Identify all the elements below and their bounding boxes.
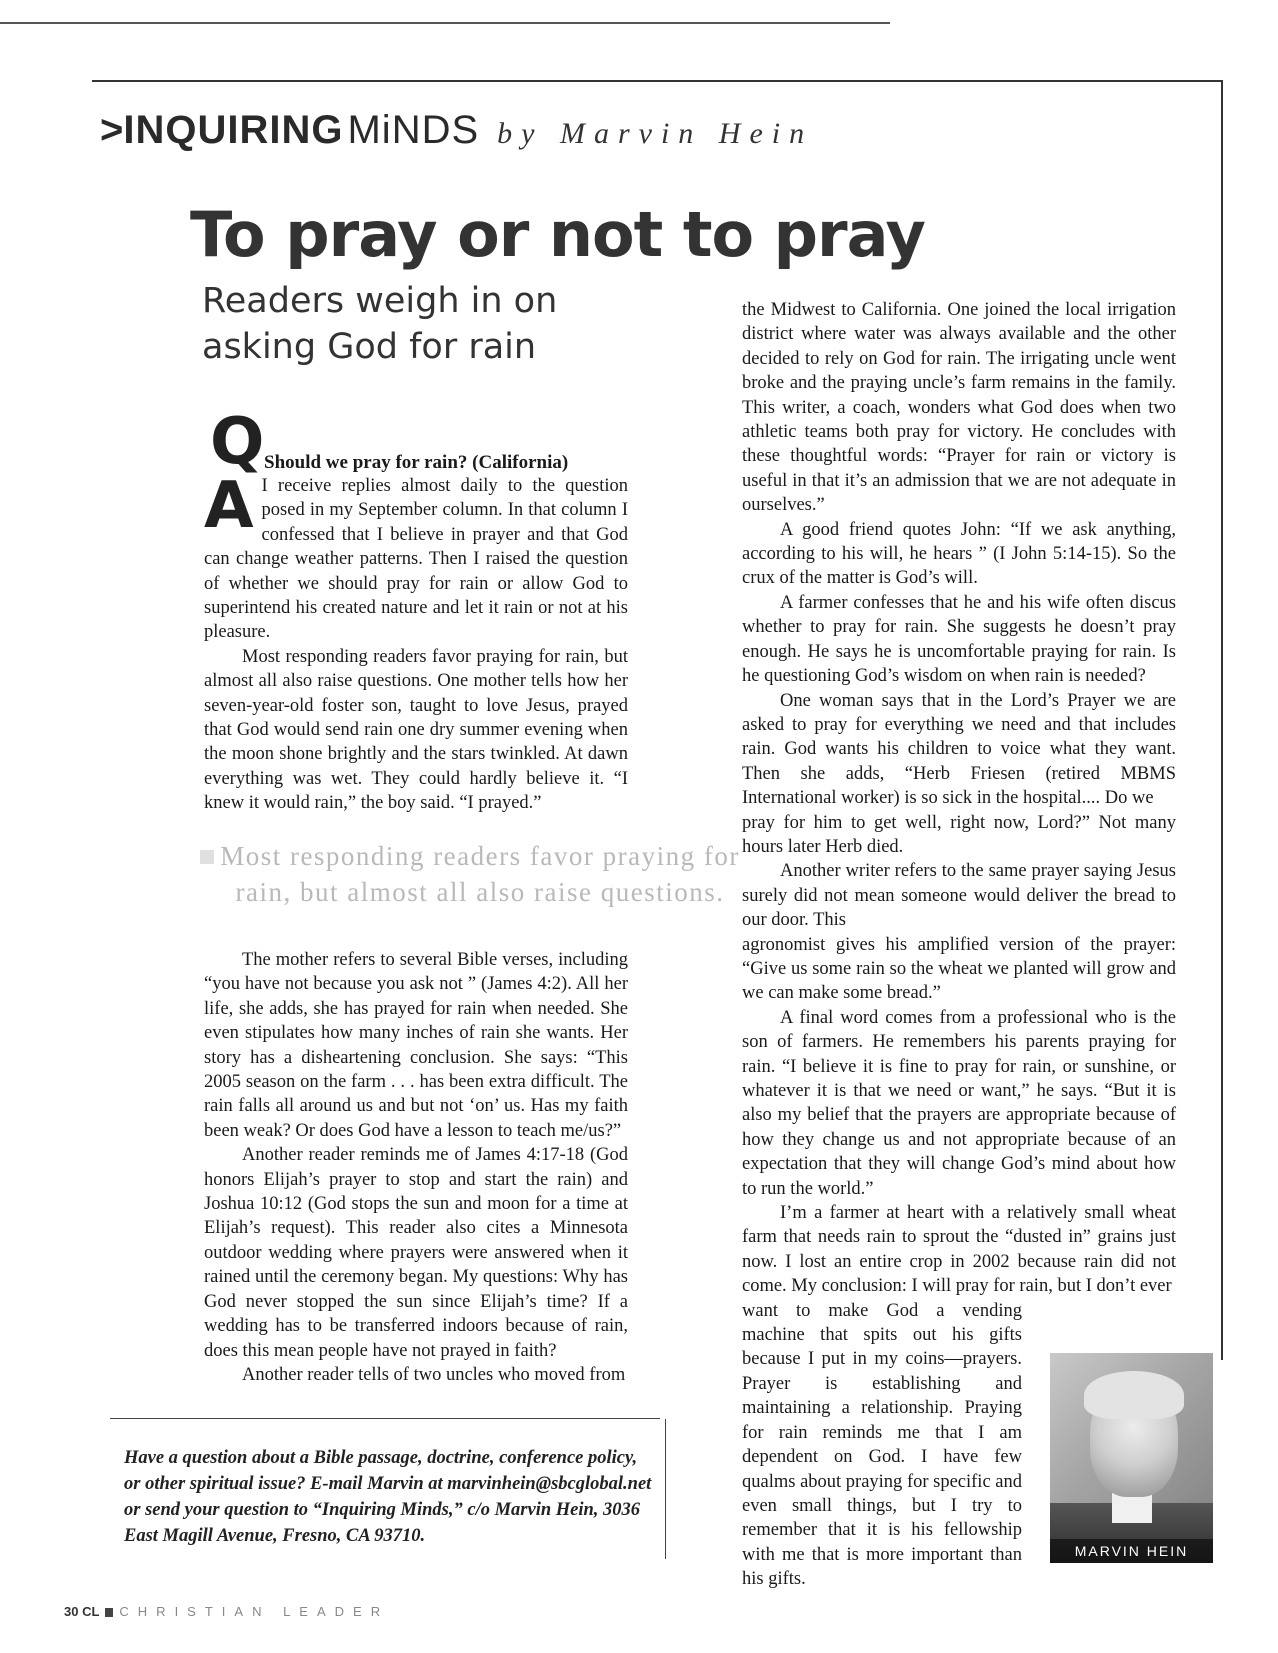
paragraph: A good friend quotes John: “If we ask anything, according to his will, he hears ” (I John 5:14-15). So the crux of the matter is God’s will.	[742, 519, 1176, 589]
photo-collar	[1112, 1493, 1152, 1523]
paragraph-inset: pray for him to get well, right now, Lord?” Not many hours later Herb died.	[742, 812, 1176, 857]
paragraph: Another reader reminds me of James 4:17-18 (God honors Elijah’s prayer to stop and start the rain) and Joshua 10:12 (God stops the sun and moon for a time at Elijah’s request). This reader also cites a Minnesota outdoor wedding where prayers were answered when it rained until the ceremony began. My questions: Why has God never stopped the sun since Elijah’s time? If a wedding has to be transferred indoors because of rain, does this mean people have not prayed in faith?	[204, 1145, 628, 1361]
paragraph-text: I receive replies almost daily to the question posed in my September column. In that column I confessed that I believe in prayer and that God can change weather patterns. Then I raised the question of whether we should pray for rain or allow God to superintend his created nature and let it rain or not at his pleasure.	[204, 476, 628, 643]
photo-caption: MARVIN HEIN	[1050, 1539, 1213, 1563]
byline: by Marvin Hein	[497, 117, 814, 150]
question-block	[210, 405, 630, 479]
frame-rule-right	[1221, 80, 1223, 1360]
author-photo	[1050, 1353, 1213, 1563]
question-letter: Q	[210, 405, 265, 479]
subhead: Readers weigh in on asking God for rain	[202, 281, 558, 367]
magazine-name: CHRISTIAN LEADER	[119, 1604, 390, 1619]
paragraph: Most responding readers favor praying for rain, but almost all also raise questions. One mother tells how her seven-year-old foster son, taught to love Jesus, prayed that God would send rain one dry summer evening when the moon shone brightly and the stars twinkled. At dawn everything was wet. They could hardly believe it. “I knew it would rain,” the boy said. “I prayed.”	[204, 646, 628, 814]
page-footer	[64, 1604, 389, 1619]
column-arrow: >	[100, 108, 124, 152]
column-name-bold: INQUIRING	[123, 108, 344, 152]
contact-text: Have a question about a Bible passage, doctrine, conference policy, or other spiritual issue? E-mail Marvin at marvinhein@sbcglobal.net or send your question to “Inquiring Minds,” c/o Marvin Hein, 3036 East Magill Avenue, Fresno, CA 93710.	[124, 1448, 652, 1546]
headline: To pray or not to pray	[190, 198, 925, 271]
frame-rule-top	[92, 80, 1222, 82]
square-mark-icon	[105, 1608, 113, 1617]
column-header	[100, 108, 813, 153]
paragraph: Another reader tells of two uncles who moved from	[242, 1364, 626, 1385]
paragraph-last: want to make God a vending machine that spits out his gifts because I put in my coins—prayers. Prayer is establishing and maintaining a relationship. Praying for rain reminds me that I am dependent on God. I have few qualms about praying for specific and even small things, but I try to remember that it is his fellowship with me that is more important than his gifts.	[742, 1300, 1022, 1590]
column-name-light: MiNDS	[347, 108, 480, 152]
pull-quote: Most responding readers favor praying for rain, but almost all also raise questions.	[200, 838, 760, 910]
paragraph: The mother refers to several Bible verses, including “you have not because you ask not ” (James 4:2). All her life, she adds, she has prayed for rain when needed. She even stipulates how many inches of rain she wants. Her story has a disheartening conclusion. She says: “This 2005 season on the farm . . . has been extra difficult. The rain falls all around us and but not ‘on’ us. Has my faith been weak? Or does God have a lesson to teach me/us?”	[204, 950, 628, 1141]
column-left-bottom	[204, 948, 628, 1387]
paragraph: the Midwest to California. One joined the local irrigation district where water was always available and the other decided to rely on God for rain. The irrigating uncle went broke and the praying uncle’s farm remains in the family. This writer, a coach, wonders what God does when two athletic teams both pray for victory. He concludes with these thoughtful words: “Prayer for rain or victory is useful in that it’s an admission that we are not adequate in ourselves.”	[742, 300, 1176, 516]
paragraph: A farmer confesses that he and his wife often discus whether to pray for rain. She suggests he doesn’t pray enough. He says he is uncomfortable praying for rain. Is he questioning God’s wisdom on when rain is needed?	[742, 592, 1176, 687]
answer-paragraph	[204, 469, 628, 645]
paragraph: agronomist gives his amplified version of the prayer: “Give us some rain so the wheat we planted will grow and we can make some bread.”	[742, 934, 1176, 1004]
paragraph: A final word comes from a professional who is the son of farmers. He remembers his parents praying for rain. “I believe it is fine to pray for rain, or sunshine, or whatever it is that we need or want,” he says. “But it is also my belief that the prayers are appropriate because of how they change us and not appropriate because of an expectation that they will change God’s mind about how to run the world.”	[742, 1007, 1176, 1199]
paragraph: One woman says that in the Lord’s Prayer we are asked to pray for everything we need and that includes rain. God wants his children to voice what they want. Then she adds, “Herb Friesen (retired MBMS International worker) is so sick in the hospital.... Do we	[742, 690, 1176, 809]
column-left-top	[204, 469, 628, 816]
photo-hair	[1084, 1371, 1184, 1419]
paragraph: I’m a farmer at heart with a relatively small wheat farm that needs rain to sprout the “dusted in” grains just now. I lost an entire crop in 2002 because rain did not come. My conclusion: I will pray for rain, but I don’t ever	[742, 1203, 1176, 1297]
paragraph-inset: Another writer refers to the same prayer saying Jesus surely did not mean someone would deliver the bread to our door. This	[742, 861, 1176, 931]
page-number: 30 CL	[64, 1604, 100, 1619]
top-rule	[0, 22, 890, 24]
contact-info-box	[110, 1418, 660, 1549]
question-text: Should we pray for rain? (California)	[264, 452, 569, 473]
answer-letter: A	[204, 469, 254, 543]
